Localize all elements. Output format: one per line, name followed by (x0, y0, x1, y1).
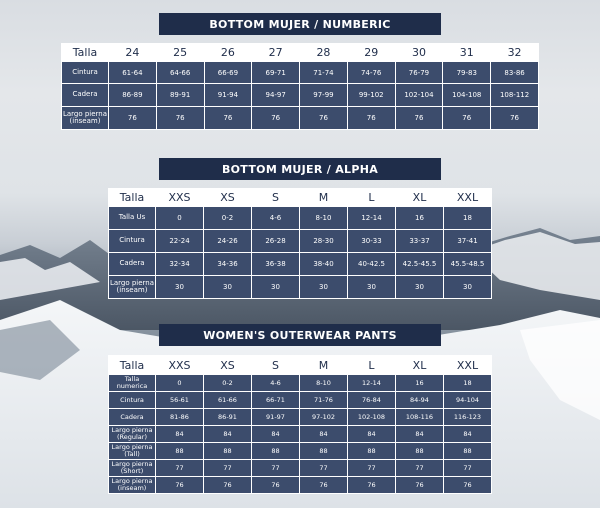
table-cell: 88 (348, 443, 395, 459)
row-label: Talla Us (109, 207, 155, 229)
table-cell: 88 (300, 443, 347, 459)
table-cell: 69-71 (252, 62, 299, 83)
table-row (109, 477, 491, 493)
table-cell: 30 (300, 276, 347, 298)
column-header: 29 (348, 44, 395, 61)
table-row (109, 392, 491, 408)
table-cell: 77 (204, 460, 251, 476)
column-header: 25 (157, 44, 204, 61)
table-cell: 91-94 (205, 84, 252, 106)
column-header: 31 (443, 44, 490, 61)
table-cell: 12-14 (348, 375, 395, 391)
column-header: XL (396, 356, 443, 374)
row-label: Largo pierna (Short) (109, 460, 155, 476)
table-cell: 56-61 (156, 392, 203, 408)
table-cell: 66-69 (205, 62, 252, 83)
section-title-outerwear-pants: WOMEN'S OUTERWEAR PANTS (159, 324, 441, 346)
section-title-bottom-numeric: BOTTOM MUJER / NUMBERIC (159, 13, 441, 35)
table-cell: 84 (252, 426, 299, 442)
table-cell: 4-6 (252, 375, 299, 391)
table-cell: 76 (491, 107, 538, 129)
table-cell: 8-10 (300, 375, 347, 391)
table-cell: 28-30 (300, 230, 347, 252)
column-header: Talla (109, 356, 155, 374)
table-cell: 76-79 (396, 62, 443, 83)
table-cell: 79-83 (443, 62, 490, 83)
table-cell: 84 (396, 426, 443, 442)
table-cell: 77 (396, 460, 443, 476)
table-cell: 76 (348, 107, 395, 129)
column-header: L (348, 356, 395, 374)
size-table-bottom-alpha (108, 188, 492, 299)
column-header: XS (204, 356, 251, 374)
column-header: 24 (109, 44, 156, 61)
row-label: Largo pierna (Regular) (109, 426, 155, 442)
table-cell: 97-99 (300, 84, 347, 106)
table-cell: 30 (348, 276, 395, 298)
section-title-bottom-alpha: BOTTOM MUJER / ALPHA (159, 158, 441, 180)
table-cell: 0-2 (204, 375, 251, 391)
table-row (62, 107, 538, 129)
table-cell: 24-26 (204, 230, 251, 252)
table-cell: 84 (348, 426, 395, 442)
table-cell: 77 (348, 460, 395, 476)
table-cell: 42.5-45.5 (396, 253, 443, 275)
row-label: Cadera (109, 253, 155, 275)
column-header: 32 (491, 44, 538, 61)
table-cell: 30 (444, 276, 491, 298)
table-cell: 0 (156, 207, 203, 229)
table-cell: 86-89 (109, 84, 156, 106)
table-cell: 88 (396, 443, 443, 459)
column-header: XXL (444, 356, 491, 374)
column-header: S (252, 189, 299, 206)
table-row (109, 230, 491, 252)
table-header-row (109, 189, 491, 206)
table-cell: 76 (300, 477, 347, 493)
size-table-bottom-numeric (61, 43, 539, 130)
table-cell: 77 (444, 460, 491, 476)
table-cell: 86-91 (204, 409, 251, 425)
table-cell: 91-97 (252, 409, 299, 425)
table-cell: 83-86 (491, 62, 538, 83)
table-cell: 76 (396, 477, 443, 493)
row-label: Talla numerica (109, 375, 155, 391)
row-label: Cintura (109, 392, 155, 408)
table-cell: 64-66 (157, 62, 204, 83)
table-cell: 0-2 (204, 207, 251, 229)
column-header: Talla (109, 189, 155, 206)
table-cell: 76 (300, 107, 347, 129)
table-cell: 76-84 (348, 392, 395, 408)
table-row (109, 375, 491, 391)
table-cell: 104-108 (443, 84, 490, 106)
table-cell: 97-102 (300, 409, 347, 425)
column-header: S (252, 356, 299, 374)
table-header-row (62, 44, 538, 61)
table-cell: 18 (444, 375, 491, 391)
table-cell: 36-38 (252, 253, 299, 275)
table-cell: 108-112 (491, 84, 538, 106)
table-cell: 84 (156, 426, 203, 442)
table-cell: 108-116 (396, 409, 443, 425)
table-cell: 88 (156, 443, 203, 459)
size-table-outerwear-pants (108, 355, 492, 494)
table-cell: 61-64 (109, 62, 156, 83)
table-cell: 84 (300, 426, 347, 442)
table-cell: 26-28 (252, 230, 299, 252)
table-cell: 30 (156, 276, 203, 298)
column-header: XXL (444, 189, 491, 206)
table-cell: 76 (157, 107, 204, 129)
table-cell: 32-34 (156, 253, 203, 275)
table-cell: 30 (396, 276, 443, 298)
table-cell: 89-91 (157, 84, 204, 106)
table-cell: 22-24 (156, 230, 203, 252)
table-cell: 8-10 (300, 207, 347, 229)
table-row (62, 84, 538, 106)
table-cell: 76 (204, 477, 251, 493)
column-header: XXS (156, 189, 203, 206)
row-label: Largo pierna (inseam) (109, 276, 155, 298)
row-label: Largo pierna (inseam) (62, 107, 108, 129)
column-header: XXS (156, 356, 203, 374)
table-row (109, 409, 491, 425)
table-cell: 88 (444, 443, 491, 459)
row-label: Cadera (109, 409, 155, 425)
table-cell: 74-76 (348, 62, 395, 83)
row-label: Largo pierna (Tall) (109, 443, 155, 459)
table-cell: 30 (252, 276, 299, 298)
table-cell: 16 (396, 375, 443, 391)
table-cell: 40-42.5 (348, 253, 395, 275)
table-cell: 81-86 (156, 409, 203, 425)
table-cell: 76 (109, 107, 156, 129)
column-header: 30 (396, 44, 443, 61)
table-cell: 76 (348, 477, 395, 493)
column-header: M (300, 189, 347, 206)
table-cell: 88 (252, 443, 299, 459)
table-row (109, 460, 491, 476)
row-label: Cintura (62, 62, 108, 83)
column-header: XL (396, 189, 443, 206)
column-header: Talla (62, 44, 108, 61)
table-cell: 84 (204, 426, 251, 442)
table-cell: 84 (444, 426, 491, 442)
table-cell: 61-66 (204, 392, 251, 408)
table-cell: 16 (396, 207, 443, 229)
table-cell: 0 (156, 375, 203, 391)
table-cell: 34-36 (204, 253, 251, 275)
table-cell: 76 (443, 107, 490, 129)
table-cell: 94-97 (252, 84, 299, 106)
table-cell: 88 (204, 443, 251, 459)
table-row (109, 276, 491, 298)
column-header: M (300, 356, 347, 374)
table-cell: 76 (252, 477, 299, 493)
table-cell: 18 (444, 207, 491, 229)
table-cell: 76 (252, 107, 299, 129)
table-cell: 33-37 (396, 230, 443, 252)
table-cell: 71-76 (300, 392, 347, 408)
column-header: 27 (252, 44, 299, 61)
table-cell: 77 (156, 460, 203, 476)
row-label: Cadera (62, 84, 108, 106)
table-cell: 45.5-48.5 (444, 253, 491, 275)
table-cell: 30 (204, 276, 251, 298)
table-row (62, 62, 538, 83)
column-header: L (348, 189, 395, 206)
table-cell: 77 (252, 460, 299, 476)
table-header-row (109, 356, 491, 374)
table-cell: 76 (205, 107, 252, 129)
table-row (109, 426, 491, 442)
table-cell: 99-102 (348, 84, 395, 106)
table-cell: 77 (300, 460, 347, 476)
table-cell: 37-41 (444, 230, 491, 252)
table-cell: 94-104 (444, 392, 491, 408)
table-cell: 30-33 (348, 230, 395, 252)
table-cell: 116-123 (444, 409, 491, 425)
row-label: Cintura (109, 230, 155, 252)
column-header: 26 (205, 44, 252, 61)
table-cell: 4-6 (252, 207, 299, 229)
table-cell: 76 (396, 107, 443, 129)
column-header: XS (204, 189, 251, 206)
table-cell: 84-94 (396, 392, 443, 408)
table-row (109, 443, 491, 459)
column-header: 28 (300, 44, 347, 61)
table-cell: 71-74 (300, 62, 347, 83)
table-row (109, 253, 491, 275)
table-cell: 66-71 (252, 392, 299, 408)
table-cell: 38-40 (300, 253, 347, 275)
table-cell: 102-108 (348, 409, 395, 425)
table-cell: 102-104 (396, 84, 443, 106)
table-cell: 12-14 (348, 207, 395, 229)
row-label: Largo pierna (inseam) (109, 477, 155, 493)
table-row (109, 207, 491, 229)
table-cell: 76 (156, 477, 203, 493)
table-cell: 76 (444, 477, 491, 493)
